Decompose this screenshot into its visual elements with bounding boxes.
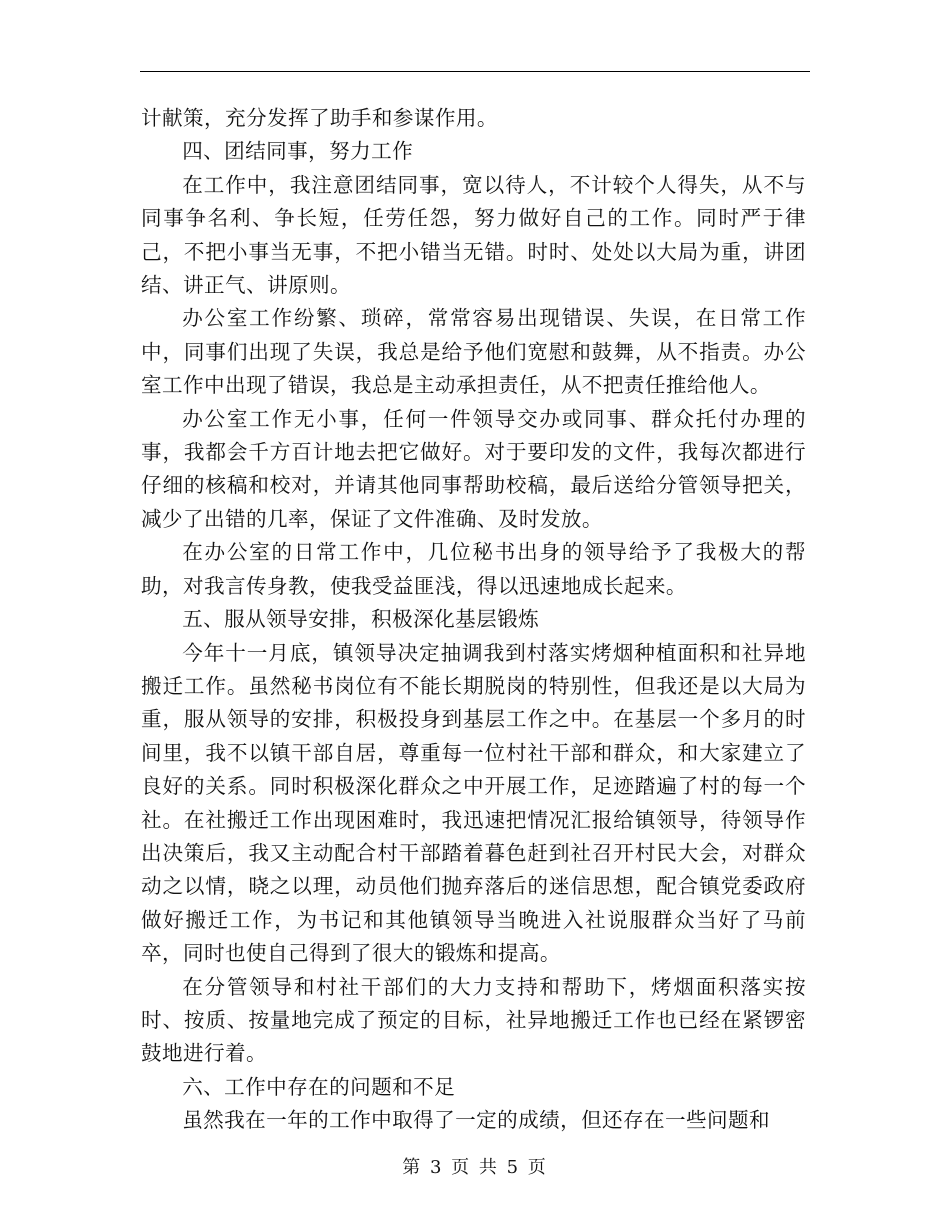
- paragraph: 虽然我在一年的工作中取得了一定的成绩，但还存在一些问题和: [182, 1108, 771, 1133]
- paragraph: 办公室工作纷繁、琐碎，常常容易出现错误、失误，在日常工作中，同事们出现了失误，我总是给予他们宽慰和鼓舞，从不指责。办公室工作中出现了错误，我总是主动承担责任，从不把责任推给他人。: [141, 306, 806, 398]
- paragraph: 计献策，充分发挥了助手和参谋作用。: [141, 106, 498, 130]
- paragraph: 办公室工作无小事，任何一件领导交办或同事、群众托付办理的事，我都会千方百计地去把它做好。对于要印发的文件，我每次都进行仔细的核稿和校对，并请其他同事帮助校稿，最后送给分管领导把关，减少了出错的几率，保证了文件准确、及时发放。: [141, 406, 806, 531]
- paragraph: 在办公室的日常工作中，几位秘书出身的领导给予了我极大的帮助，对我言传身教，使我受益匪浅，得以迅速地成长起来。: [141, 540, 806, 598]
- paragraph: 五、服从领导安排，积极深化基层锻炼: [182, 607, 540, 632]
- document-body: [141, 102, 806, 1138]
- page-footer: 第 3 页 共 5 页: [402, 1157, 548, 1178]
- paragraph: 六、工作中存在的问题和不足: [182, 1074, 456, 1099]
- paragraph: 在工作中，我注意团结同事，宽以待人，不计较个人得失，从不与同事争名利、争长短，任劳任怨，努力做好自己的工作。同时严于律己，不把小事当无事，不把小错当无错。时时、处处以大局为重，讲团结、讲正气、讲原则。: [141, 172, 806, 298]
- paragraph: 在分管领导和村社干部们的大力支持和帮助下，烤烟面积落实按时、按质、按量地完成了预定的目标，社异地搬迁工作也已经在紧锣密鼓地进行着。: [141, 974, 806, 1066]
- header-rule: [140, 71, 810, 72]
- paragraph: 四、团结同事，努力工作: [182, 139, 414, 164]
- paragraph: 今年十一月底，镇领导决定抽调我到村落实烤烟种植面积和社异地搬迁工作。虽然秘书岗位有不能长期脱岗的特别性，但我还是以大局为重，服从领导的安排，积极投身到基层工作之中。在基层一个多月的时间里，我不以镇干部自居，尊重每一位村社干部和群众，和大家建立了良好的关系。同时积极深化群众之中开展工作，足迹踏遍了村的每一个社。在社搬迁工作出现困难时，我迅速把情况汇报给镇领导，待领导作出决策后，我又主动配合村干部踏着暮色赶到社召开村民大会，对群众动之以情，晓之以理，动员他们抛弃落后的迷信思想，配合镇党委政府做好搬迁工作，为书记和其他镇领导当晚进入社说服群众当好了马前卒，同时也使自己得到了很大的锻炼和提高。: [141, 640, 806, 966]
